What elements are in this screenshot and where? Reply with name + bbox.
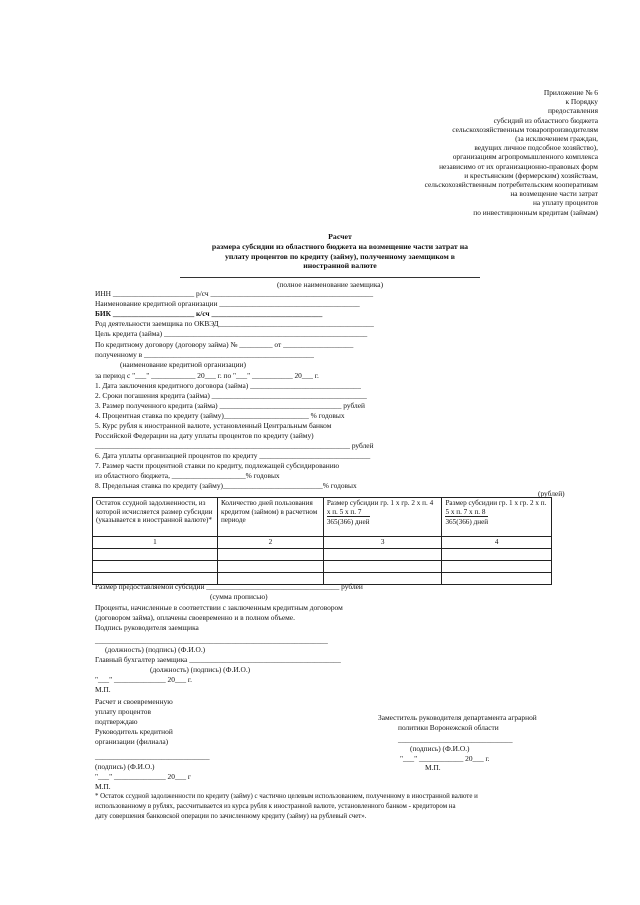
head-signature-label: Подпись руководителя заемщика <box>95 623 199 632</box>
deputy-dept: политики Воронежской области <box>398 723 499 732</box>
col4-denominator: 365(366) дней <box>445 518 489 527</box>
deputy-title: Заместитель руководителя департамента аграрной <box>378 713 537 722</box>
footnote-line: использованному в рублях, рассчитывается из курса рубля к иностранной валюте, установленного банком - кредитором на <box>95 803 456 810</box>
borrower-caption: (полное наименование заемщика) <box>276 280 384 289</box>
deputy-sign-line: _______________________________ <box>398 735 513 744</box>
bank-name-field: Наименование кредитной организации ______________________________________ <box>95 299 360 308</box>
activity-field: Род деятельности заемщика по ОКВЭД__________________________________________ <box>95 319 374 328</box>
header-line: организациям агропромышленного комплекса <box>452 152 598 162</box>
header-line: ведущих личное подсобное хозяйство), <box>474 143 598 153</box>
inn-field: ИНН ______________________ р/сч ____________________________________________ <box>95 289 374 298</box>
header-line: (за исключением граждан, <box>515 134 598 144</box>
table-row <box>93 548 552 560</box>
col4-formula: Размер субсидии гр. 1 x гр. 2 x п. 5 x п. 7 x п. 8 <box>445 499 547 516</box>
document-title <box>150 232 530 271</box>
table-row <box>93 560 552 572</box>
received-field: полученному в ______________________________________________ <box>95 350 314 359</box>
item-6: 6. Дата уплаты организацией процентов по кредиту ______________________________ <box>95 451 371 460</box>
head-signature-line: _______________________________________________________________ <box>95 636 328 645</box>
header-line: независимо от их организационно-правовых форм <box>439 161 598 171</box>
header-line: к Порядку <box>565 97 598 107</box>
col-number: 4 <box>442 537 552 549</box>
head-signature-captions: (должность) (подпись) (Ф.И.О.) <box>105 645 206 654</box>
item-3: 3. Размер полученного кредита (займа) _________________________________ рублей <box>95 401 365 410</box>
footnote-line: дату совершения банковской операции по зачисленному кредиту (займу) на рублевый счет». <box>95 813 367 820</box>
footnote-line: * Остаток ссудной задолженности по кредиту (займу) с частично целевым использованием, полученному в иностранной валюте и <box>95 793 478 800</box>
title-line: уплату процентов по кредиту (займу), полученному заемщиком в <box>225 251 455 261</box>
calc-line: Руководитель кредитной <box>95 727 173 736</box>
purpose-field: Цель кредита (займа) _______________________________________________________ <box>95 329 368 338</box>
stamp-1: М.П. <box>95 685 111 694</box>
title-line: иностранной валюте <box>303 261 377 271</box>
interest-line-2: (договором займа), оплачены своевременно и в полном объеме. <box>95 613 295 622</box>
col-number: 2 <box>217 537 323 549</box>
item-7-cont: из областного бюджета, ____________________% годовых <box>95 471 280 480</box>
header-line: сельскохозяйственным потребительским кооперативам <box>424 180 598 190</box>
header-line: и крестьянским (фермерским) хозяйствам, <box>464 170 598 180</box>
col-number: 1 <box>93 537 218 549</box>
bik-field: БИК ______________________ к/сч ______________________________ <box>95 309 323 318</box>
item-5-rub: _____________________________________________________________________ рублей <box>95 441 374 450</box>
header-line: Приложение № 6 <box>543 88 598 97</box>
stamp-3: М.П. <box>425 763 441 772</box>
chief-accountant: Главный бухгалтер заемщика _________________________________________ <box>95 655 341 664</box>
calc-line: подтверждаю <box>95 717 138 726</box>
accountant-captions: (должность) (подпись) (Ф.И.О.) <box>150 665 251 674</box>
rub-label: (рублей) <box>538 489 565 498</box>
col2-header: Количество дней пользования кредитом (займом) в расчетном периоде <box>217 498 323 537</box>
header-line: на возмещение части затрат <box>510 189 598 199</box>
item-4: 4. Процентная ставка по кредиту (займу)_______________________ % годовых <box>95 411 345 420</box>
col3-formula: Размер субсидии гр. 1 x гр. 2 x п. 4 x п. 5 x п. 7 <box>326 499 434 516</box>
header-line: предоставления <box>547 106 598 116</box>
header-line: субсидий из областного бюджета <box>493 115 598 125</box>
table-number-row <box>93 537 552 549</box>
calc-line: уплату процентов <box>95 707 151 716</box>
subsidy-amount: Размер предоставляемой субсидии ____________________________________ рублей <box>95 582 363 591</box>
bank-caption: (наименование кредитной организации) <box>120 360 246 369</box>
date-line-1: "___" ______________ 20___ г. <box>95 675 192 684</box>
item-2: 2. Сроки погашения кредита (займа) __________________________________________ <box>95 391 367 400</box>
col3-header <box>323 498 442 537</box>
deputy-date: "___" ____________ 20___ г. <box>400 754 490 763</box>
calc-line: Расчет и своевременную <box>95 697 173 706</box>
item-5: 5. Курс рубля к иностранной валюте, установленный Центральным банком <box>95 421 332 430</box>
col3-denominator: 365(366) дней <box>326 518 370 527</box>
title-line: Расчет <box>328 232 352 241</box>
bank-captions: (подпись) (Ф.И.О.) <box>95 762 155 771</box>
calc-line: организации (филиала) <box>95 737 169 746</box>
subsidy-table <box>92 497 552 585</box>
table-header-row <box>93 498 552 537</box>
col-number: 3 <box>323 537 442 549</box>
bank-sign-line: _______________________________ <box>95 752 210 761</box>
col4-header <box>442 498 552 537</box>
item-5-cont: Российской Федерации на дату уплаты процентов по кредиту (займу) <box>95 431 314 440</box>
interest-line-1: Проценты, начисленные в соответствии с заключенным кредитным договором <box>95 603 343 612</box>
item-1: 1. Дата заключения кредитного договора (займа) ______________________________ <box>95 381 361 390</box>
header-line: сельскохозяйственным товаропроизводителям <box>452 124 598 134</box>
deputy-captions: (подпись) (Ф.И.О.) <box>410 744 470 753</box>
title-line: размера субсидии из областного бюджета на возмещение части затрат на <box>211 241 469 251</box>
appendix-header <box>368 88 598 217</box>
period-field: за период с "___" ____________ 20___ г. по "___" ___________ 20___ г. <box>95 371 319 380</box>
contract-field: По кредитному договору (договору займа) № _________ от ___________________ <box>95 340 354 349</box>
stamp-2: М.П. <box>95 782 111 791</box>
subsidy-caption: (сумма прописью) <box>210 592 268 601</box>
header-line: на уплату процентов <box>532 198 598 208</box>
item-7: 7. Размер части процентной ставки по кредиту, подлежащей субсидированию <box>95 461 340 470</box>
borrower-line <box>180 275 480 278</box>
col1-header: Остаток ссудной задолженности, из которой исчисляется размер субсидии (указывается в иностранной валюте)* <box>93 498 218 537</box>
item-8: 8. Предельная ставка по кредиту (займу)___________________________% годовых <box>95 481 357 490</box>
date-line-2: "___" ______________ 20___ г <box>95 772 191 781</box>
header-line: по инвестиционным кредитам (займам) <box>473 207 598 217</box>
